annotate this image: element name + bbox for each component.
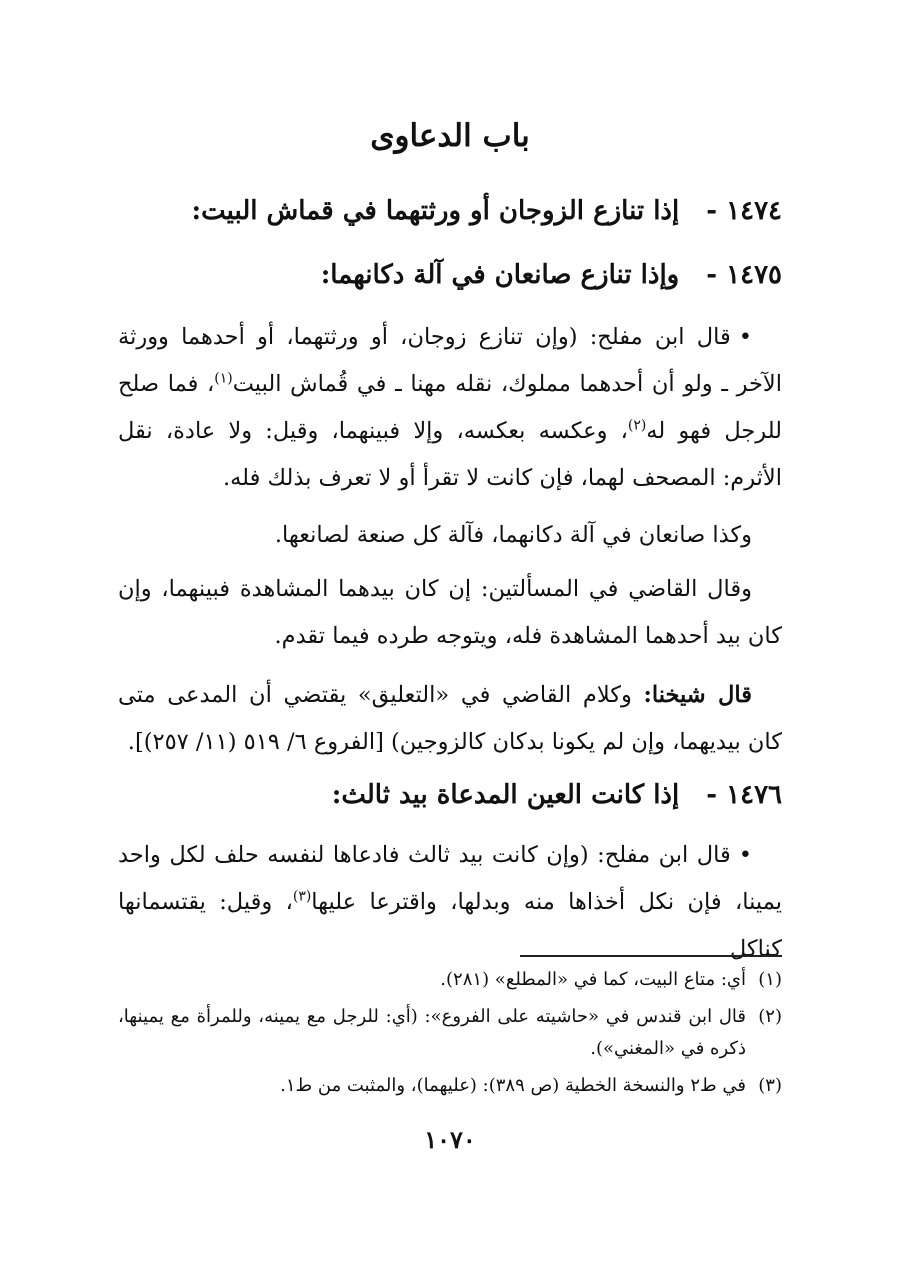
paragraph-third-party — [118, 832, 782, 973]
paragraph-text: ، وقيل: يقتسمانها كناكل — [118, 889, 782, 962]
footnote-text: في ط٢ والنسخة الخطية (ص ٣٨٩): (عليهما)، والمثبت من ط١. — [280, 1075, 746, 1096]
footnote-divider — [520, 955, 782, 957]
bullet-icon: • — [738, 842, 752, 868]
footnote-1 — [118, 964, 782, 996]
paragraph-qadi: وقال القاضي في المسألتين: إن كان بيدهما المشاهدة فبينهما، وإن كان بيد أحدهما المشاهدة فله، ويتوجه طرده فيما تقدم. — [118, 576, 782, 649]
footnote-2 — [118, 1001, 782, 1065]
paragraph-label: قال شيخنا: — [643, 682, 752, 708]
section-title: وإذا تنازع صانعان في آلة دكانهما: — [320, 260, 680, 290]
paragraph-text: قال ابن مفلح: (وإن كانت بيد ثالث فادعاها لنفسه حلف لكل واحد يمينا، فإن نكل أخذاها منه وبدلها، واقترعا عليها — [118, 842, 782, 915]
paragraph-text: ، وعكسه بعكسه، وإلا فبينهما، وقيل: ولا عادة، نقل الأثرم: المصحف لهما، فإن كانت لا تقرأ أو لا تعرف بذلك فله. — [118, 418, 782, 491]
footnote-text: أي: متاع البيت، كما في «المطلع» (٢٨١). — [440, 969, 746, 990]
paragraph-ibn-muflih-spouses — [118, 314, 782, 502]
section-number: ١٤٧٥ - — [706, 260, 782, 290]
footnote-reference[interactable]: (١) — [214, 370, 233, 387]
section-heading-1475 — [118, 260, 782, 290]
footnote-3 — [118, 1070, 782, 1102]
paragraph-text: قال ابن مفلح: (وإن تنازع زوجان، أو ورثتهما، أو أحدهما وورثة الآخر ـ ولو أن أحدهما مملوك، نقله مهنا ـ في قُماش البيت — [118, 324, 782, 397]
footnote-mark: (١) — [758, 969, 782, 990]
section-heading-1474 — [118, 196, 782, 226]
paragraph-text: وكلام القاضي في «التعليق» يقتضي أن المدعى متى كان بيديهما، وإن لم يكونا بدكان كالزوجين) [الفروع ٦/ ٥١٩ (١١/ ٢٥٧)]. — [118, 682, 782, 755]
footnote-reference[interactable]: (٣) — [292, 888, 312, 905]
footnotes — [118, 964, 782, 1107]
section-number: ١٤٧٦ - — [706, 780, 782, 810]
section-number: ١٤٧٤ - — [706, 196, 782, 226]
footnote-mark: (٢) — [758, 1006, 782, 1027]
bullet-icon: • — [738, 324, 752, 350]
footnote-mark: (٣) — [758, 1075, 782, 1096]
footnote-text: قال ابن قندس في «حاشيته على الفروع»: (أي: للرجل مع يمينه، وللمرأة مع يمينها، ذكره في «المغني»). — [118, 1006, 746, 1059]
section-heading-1476 — [118, 780, 782, 810]
section-title: إذا كانت العين المدعاة بيد ثالث: — [331, 780, 680, 810]
paragraph-shaykhuna — [118, 672, 782, 766]
paragraph-text: ، فما صلح للرجل فهو له — [118, 371, 783, 444]
section-title: إذا تنازع الزوجان أو ورثتهما في قماش البيت: — [191, 196, 680, 226]
footnote-reference[interactable]: (٢) — [627, 417, 647, 434]
paragraph-craftsmen: وكذا صانعان في آلة دكانهما، فآلة كل صنعة لصانعها. — [274, 522, 752, 548]
chapter-title: باب الدعاوى — [370, 118, 530, 154]
page-number: ١٠٧٠ — [424, 1125, 476, 1154]
